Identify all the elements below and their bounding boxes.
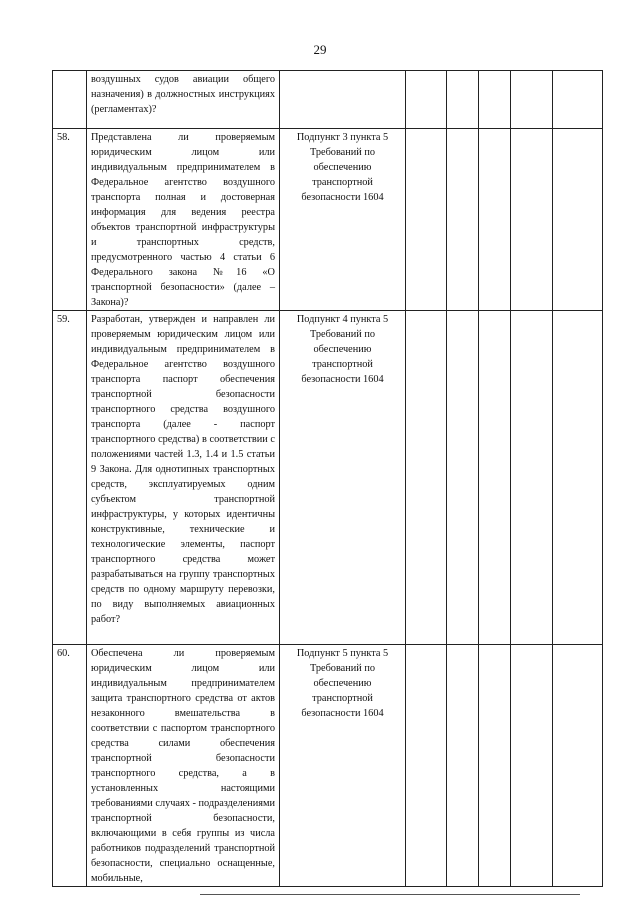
requirement-question: Разработан, утвержден и направлен ли проверяемым юридическим лицом или индивидуальным предпринимателем в Федеральное агентство воздушного транспорта паспорт обеспечения транспортной безопасности транспортного средства воздушного транспорта (далее - паспорт транспортного средства) в соответствии с положениями частей 1.3, 1.4 и 1.5 статьи 9 Закона. Для однотипных транспортных средств, эксплуатируемых одним субъектом транспортной инфраструктуры, у которых идентичны конструктивные, технические и технологические элементы, паспорт транспортного средства может разрабатываться на группу транспортных средств по одному маршруту перевозки, по виду выполняемых авиационных работ? bbox=[87, 311, 280, 645]
table-row bbox=[53, 71, 603, 129]
page-bottom-rule bbox=[200, 894, 580, 895]
answer-cell bbox=[511, 311, 553, 645]
answer-cell bbox=[553, 311, 603, 645]
table-row bbox=[53, 645, 603, 887]
row-number: 60. bbox=[53, 645, 87, 887]
answer-cell bbox=[447, 311, 479, 645]
row-number bbox=[53, 71, 87, 129]
page-number: 29 bbox=[313, 42, 327, 57]
answer-cell bbox=[553, 71, 603, 129]
answer-cell bbox=[447, 129, 479, 311]
legal-reference: Подпункт 4 пункта 5 Требований по обеспечению транспортной безопасности 1604 bbox=[280, 311, 406, 645]
answer-cell bbox=[479, 129, 511, 311]
answer-cell bbox=[553, 645, 603, 887]
answer-cell bbox=[511, 71, 553, 129]
requirements-table bbox=[52, 70, 603, 887]
table-row bbox=[53, 311, 603, 645]
requirement-question: воздушных судов авиации общего назначения) в должностных инструкциях (регламентах)? bbox=[87, 71, 280, 129]
requirement-question: Обеспечена ли проверяемым юридическим лицом или индивидуальным предпринимателем защита транспортного средства от актов незаконного вмешательства в соответствии с паспортом транспортного средства силами обеспечения транспортной безопасности транспортного средства, а в установленных настоящими требованиями случаях - подразделениями транспортной безопасности, включающими в себя группы из числа работников подразделений транспортной безопасности, специально оснащенные, мобильные, bbox=[87, 645, 280, 887]
answer-cell bbox=[553, 129, 603, 311]
table-row bbox=[53, 129, 603, 311]
answer-cell bbox=[406, 311, 447, 645]
answer-cell bbox=[447, 645, 479, 887]
answer-cell bbox=[447, 71, 479, 129]
answer-cell bbox=[511, 645, 553, 887]
legal-reference: Подпункт 5 пункта 5 Требований по обеспечению транспортной безопасности 1604 bbox=[280, 645, 406, 887]
legal-reference bbox=[280, 71, 406, 129]
answer-cell bbox=[479, 71, 511, 129]
answer-cell bbox=[406, 129, 447, 311]
row-number: 58. bbox=[53, 129, 87, 311]
answer-cell bbox=[479, 645, 511, 887]
answer-cell bbox=[511, 129, 553, 311]
row-number: 59. bbox=[53, 311, 87, 645]
legal-reference: Подпункт 3 пункта 5 Требований по обеспечению транспортной безопасности 1604 bbox=[280, 129, 406, 311]
answer-cell bbox=[406, 645, 447, 887]
requirement-question: Представлена ли проверяемым юридическим лицом или индивидуальным предпринимателем в Федеральное агентство воздушного транспорта полная и достоверная информация для ведения реестра объектов транспортной инфраструктуры и транспортных средств, предусмотренного частью 4 статьи 6 Федерального закона №16 «О транспортной безопасности» (далее – Закона)? bbox=[87, 129, 280, 311]
answer-cell bbox=[479, 311, 511, 645]
answer-cell bbox=[406, 71, 447, 129]
